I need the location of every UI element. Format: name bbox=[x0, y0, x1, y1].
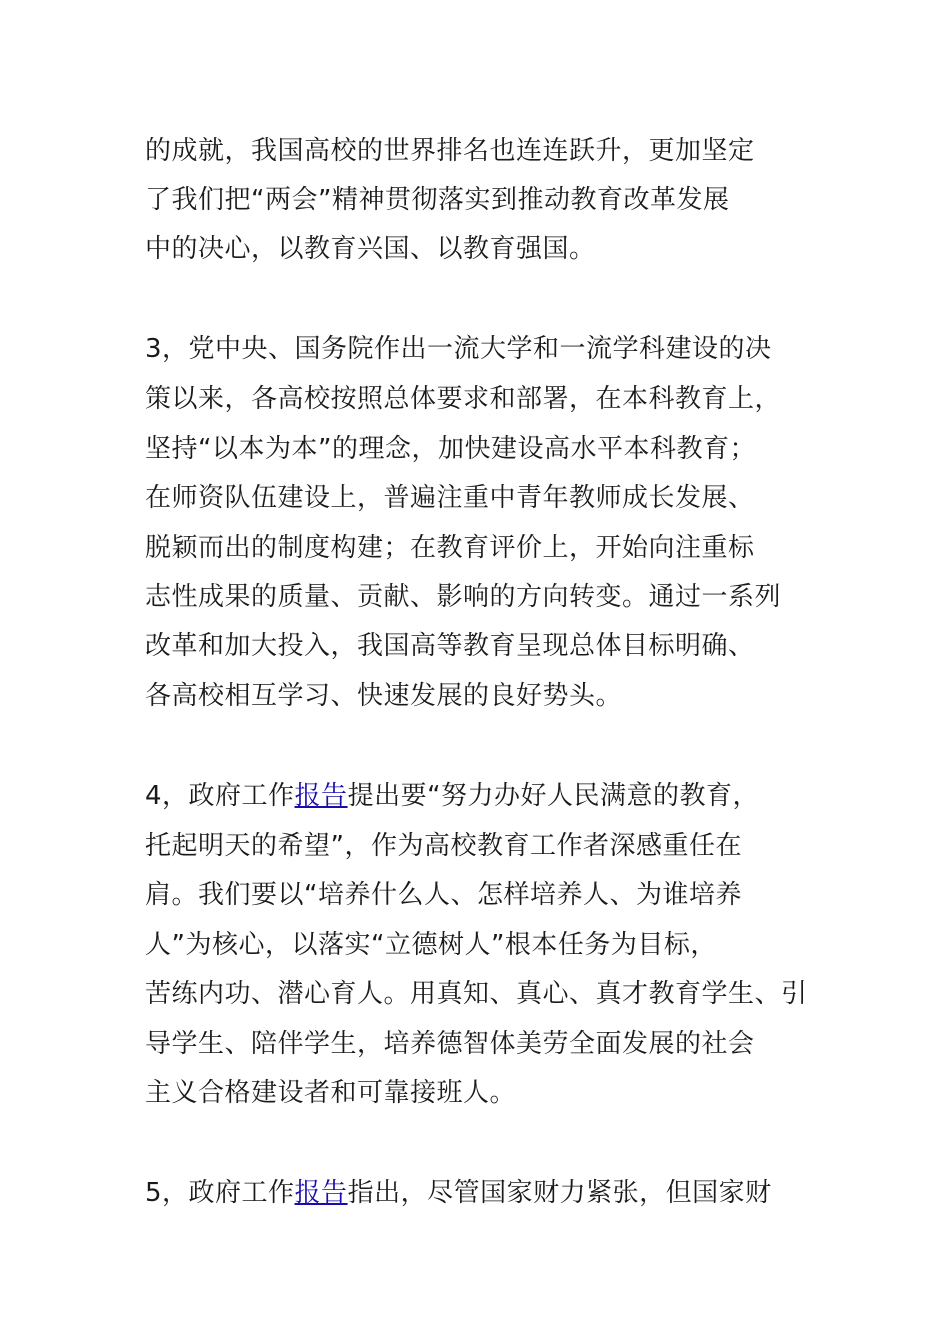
paragraph-5-text-start: 5，政府工作 bbox=[145, 1178, 295, 1208]
paragraph-3-line-3: 坚持“以本为本”的理念，加快建设高水平本科教育； bbox=[145, 434, 756, 464]
paragraph-3-line-8: 各高校相互学习、快速发展的良好势头。 bbox=[145, 681, 623, 711]
paragraph-5-text-end: 指出，尽管国家财力紧张，但国家财 bbox=[347, 1178, 772, 1208]
paragraph-4-line-4: 人”为核心，以落实“立德树人”根本任务为目标， bbox=[145, 930, 717, 960]
paragraph-3-line-5: 脱颖而出的制度构建；在教育评价上，开始向注重标 bbox=[145, 533, 755, 563]
paragraph-4-text-end: 提出要“努力办好人民满意的教育， bbox=[347, 781, 760, 811]
paragraph-3-line-6: 志性成果的质量、贡献、影响的方向转变。通过一系列 bbox=[145, 582, 782, 612]
paragraph-5-line-1 bbox=[145, 1177, 845, 1209]
paragraph-1-line-1: 的成就，我国高校的世界排名也连连跃升，更加坚定 bbox=[145, 136, 755, 166]
paragraph-4-line-2: 托起明天的希望”，作为高校教育工作者深感重任在 bbox=[145, 831, 742, 861]
paragraph-4-text-start: 4，政府工作 bbox=[145, 781, 295, 811]
paragraph-3-line-7: 改革和加大投入，我国高等教育呈现总体目标明确、 bbox=[145, 631, 755, 661]
paragraph-4-line-7: 主义合格建设者和可靠接班人。 bbox=[145, 1078, 517, 1108]
report-link[interactable]: 报告 bbox=[294, 781, 348, 811]
paragraph-4-line-5: 苦练内功、潜心育人。用真知、真心、真才教育学生、引 bbox=[145, 979, 808, 1009]
paragraph-1-line-2: 了我们把“两会”精神贯彻落实到推动教育改革发展 bbox=[145, 185, 730, 215]
report-link-2[interactable]: 报告 bbox=[294, 1178, 348, 1208]
paragraph-3-line-2: 策以来，各高校按照总体要求和部署，在本科教育上， bbox=[145, 384, 782, 414]
paragraph-4-line-1 bbox=[145, 780, 845, 812]
paragraph-1-line-3: 中的决心，以教育兴国、以教育强国。 bbox=[145, 234, 596, 264]
paragraph-3-line-4: 在师资队伍建设上，普遍注重中青年教师成长发展、 bbox=[145, 483, 755, 513]
paragraph-4-line-6: 导学生、陪伴学生，培养德智体美劳全面发展的社会 bbox=[145, 1029, 755, 1059]
paragraph-3-line-1: 3，党中央、国务院作出一流大学和一流学科建设的决 bbox=[145, 334, 772, 364]
paragraph-4-line-3: 肩。我们要以“培养什么人、怎样培养人、为谁培养 bbox=[145, 880, 742, 910]
